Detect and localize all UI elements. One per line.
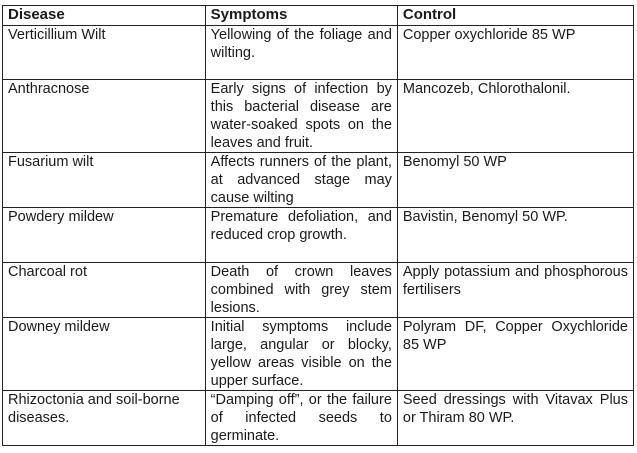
control-cell: Bavistin, Benomyl 50 WP. xyxy=(397,208,633,263)
disease-cell: Downey mildew xyxy=(3,318,206,391)
symptoms-cell: Death of crown leaves combined with grey stem lesions. xyxy=(205,263,397,318)
symptoms-cell: Initial symptoms include large, angular or blocky, yellow areas visible on the upper surface. xyxy=(205,318,397,391)
table-row xyxy=(3,26,634,80)
control-cell: Copper oxychloride 85 WP xyxy=(397,26,633,80)
table-row xyxy=(3,208,634,263)
header-disease: Disease xyxy=(3,6,206,26)
header-row xyxy=(3,6,634,26)
disease-cell: Charcoal rot xyxy=(3,263,206,318)
disease-cell: Fusarium wilt xyxy=(3,153,206,208)
control-cell: Benomyl 50 WP xyxy=(397,153,633,208)
control-cell: Seed dressings with Vitavax Plus or Thiram 80 WP. xyxy=(397,391,633,446)
disease-cell: Verticillium Wilt xyxy=(3,26,206,80)
disease-cell: Anthracnose xyxy=(3,80,206,153)
disease-control-table xyxy=(2,5,634,446)
header-control: Control xyxy=(397,6,633,26)
symptoms-cell: “Damping off”, or the failure of infected seeds to germinate. xyxy=(205,391,397,446)
table-row xyxy=(3,80,634,153)
disease-cell: Powdery mildew xyxy=(3,208,206,263)
control-cell: Apply potassium and phosphorous fertilisers xyxy=(397,263,633,318)
table-row xyxy=(3,391,634,446)
control-cell: Mancozeb, Chlorothalonil. xyxy=(397,80,633,153)
table-row xyxy=(3,318,634,391)
disease-cell: Rhizoctonia and soil-borne diseases. xyxy=(3,391,206,446)
symptoms-cell: Affects runners of the plant, at advanced stage may cause wilting xyxy=(205,153,397,208)
control-cell: Polyram DF, Copper Oxychloride 85 WP xyxy=(397,318,633,391)
symptoms-cell: Yellowing of the foliage and wilting. xyxy=(205,26,397,80)
table-row xyxy=(3,153,634,208)
symptoms-cell: Premature defoliation, and reduced crop growth. xyxy=(205,208,397,263)
table-row xyxy=(3,263,634,318)
symptoms-cell: Early signs of infection by this bacterial disease are water-soaked spots on the leaves and fruit. xyxy=(205,80,397,153)
header-symptoms: Symptoms xyxy=(205,6,397,26)
